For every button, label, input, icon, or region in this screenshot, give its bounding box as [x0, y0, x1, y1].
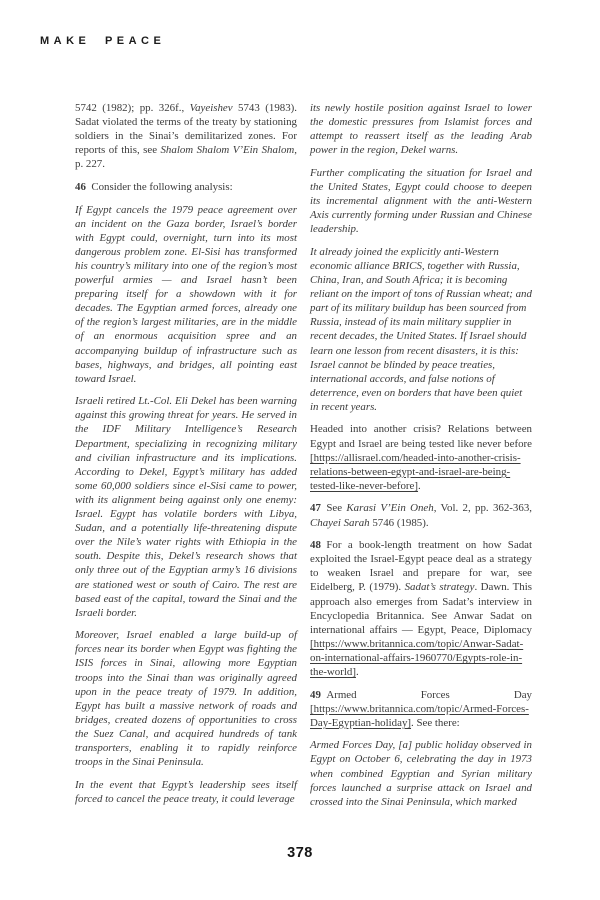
text-run: If Egypt cancels the 1979 peace agreement over an incident on the Gaza border, Israel’s border with Egypt could, overnight, turn into its most dangerous problem zone. El-Sisi has transformed his country’s military into one of the region’s most powerful armies — and Israel hasn’t been preparing itself for a showdown with it for decades. The Egyptian armed forces, already one of the region’s largest militaries, are in the middle of an enormous acquisition spree and an accompanying buildup of infrastructure such as bases, highways, and bridges, all pointing east toward Israel.: [75, 203, 297, 385]
text-run: , p. 227.: [75, 144, 297, 171]
text-run: See: [320, 502, 347, 515]
paragraph: [310, 245, 532, 414]
text-run: For a book-length treatment on how Sadat exploited the Israel-Egypt peace deal as a strategy to weaken Israel and prepare for war, see Eidelberg, P. (1979).: [310, 539, 532, 594]
left-column: [75, 101, 297, 814]
text-run: Sadat’s strategy: [404, 581, 475, 594]
text-run: Consider the following analysis:: [85, 180, 233, 193]
text-run: Vayeishev: [189, 102, 233, 114]
text-run: Moreover, Israel enabled a large build-up of forces near its border when Egypt was fighting the ISIS forces in Sinai, allowing more Egyptian troops into the Sinai than was originally agreed upon in the peace treaty of 1979. In addition, Egypt has built a massive network of roads and bridges, created dozens of opportunities to cross the Suez Canal, and acquired hundreds of tank transporters, enabling it to rapidly reinforce troops in the Sinai Peninsula.: [75, 629, 297, 769]
text-run: . See there:: [411, 716, 460, 729]
text-run: 5742 (1982); pp. 326f.,: [75, 102, 190, 114]
text-run: 5746 (1985).: [369, 516, 429, 529]
text-run: .: [418, 479, 421, 492]
link-url[interactable]: [https://www.britannica.com/topic/Anwar-Sadat-on-international-affairs-1960770/Egypts-role-in-the-world]: [310, 637, 524, 678]
text-run: In the event that Egypt’s leadership sees itself forced to cancel the peace treaty, it could leverage: [75, 778, 297, 805]
paragraph: [75, 394, 297, 620]
text-run: Karasi V’Ein Oneh: [346, 502, 434, 515]
paragraph: [75, 203, 297, 386]
text-run: . Dawn. This approach also emerges from Sadat’s interview in Encyclopedia Britannica. See Anwar Sadat on international affairs — Egypt, Peace, Diplomacy: [310, 581, 532, 636]
text-run: Armed Forces Day, [a] public holiday observed in Egypt on October 6, celebrating the day in 1973 when combined Egyptian and Syrian military forces launched a surprise attack on Israel and crossed into the Sinai Peninsula, which marked: [310, 739, 532, 808]
paragraph: [75, 101, 297, 171]
text-run: Shalom Shalom V’Ein Shalom: [160, 144, 295, 157]
paragraph: [310, 101, 532, 157]
paragraph: [75, 778, 297, 806]
right-column: [310, 101, 532, 817]
text-run: Further complicating the situation for Israel and the United States, Egypt could choose to deepen its incremental alignment with the anti-Western Axis currently forming under Russian and Chinese leadership.: [310, 166, 532, 236]
paragraph: [75, 180, 297, 194]
paragraph: [310, 738, 532, 808]
text-run: 5743 (1983). Sadat violated the terms of the treaty by stationing soldiers in the Sinai’s demilitarized zones. For reports of this, see: [75, 102, 297, 157]
paragraph: [310, 501, 532, 529]
text-run: Israeli retired Lt.-Col. Eli Dekel has been warning against this growing threat for years. He served in the IDF Military Intelligence’s Research Department, specializing in recognizing military and civilian infrastructure and its implications. According to Dekel, Egypt’s military has added some 60,000 soldiers since el-Sisi came to power, with its alignment being against only one enemy: Israel. Egypt has volatile borders with Libya, Sudan, and a potentially life-threatening dispute over the Nile’s water rights with Ethiopia in the south. Despite this, Dekel’s research shows that only three out of the Egyptian army’s 16 divisions are stationed west or south of Cairo. The rest are based east of the capital, toward the Sinai and the Israeli border.: [75, 395, 297, 619]
running-header: MAKE PEACE: [40, 35, 166, 47]
footnote-number: 49: [310, 688, 321, 701]
paragraph: [310, 688, 532, 730]
footnote-number: 47: [310, 502, 321, 515]
text-run: its newly hostile position against Israel to lower the domestic pressures from Islamist forces and attempt to reassert itself as the leading Arab power in the region, Dekel warns.: [310, 102, 532, 157]
text-run: , Vol. 2, pp. 362-363,: [433, 502, 532, 515]
footnote-number: 46: [75, 180, 86, 193]
text-run: Chayei Sarah: [310, 516, 370, 529]
paragraph: [310, 538, 532, 679]
paragraph: [310, 422, 532, 492]
link-url[interactable]: [https://www.britannica.com/topic/Armed-Forces-Day-Egyptian-holiday]: [310, 702, 529, 729]
paragraph: [310, 166, 532, 236]
text-run: Armed Forces Day: [320, 688, 532, 701]
text-run: It already joined the explicitly anti-Western economic alliance BRICS, together with Russia, China, Iran, and South Africa; it is becoming reliant on the import of tons of Russian wheat; and part of its military buildup has been sourced from Russia, instead of its main military supplier in recent decades, the United States. If Israel should learn one lesson from recent disasters, it is this: Israel cannot be blinded by peace treaties, international accords, and false notions of deterrence, even on borders that have been quiet in recent years.: [310, 245, 532, 413]
link-url[interactable]: [https://allisrael.com/headed-into-another-crisis-relations-between-egypt-and-israel-are-being-tested-like-never-before]: [310, 451, 521, 492]
text-run: .: [355, 665, 359, 678]
text-run: Headed into another crisis? Relations between Egypt and Israel are being tested like never before: [310, 423, 532, 450]
paragraph: [75, 628, 297, 769]
page-number: 378: [287, 845, 313, 861]
footnote-number: 48: [310, 539, 321, 552]
